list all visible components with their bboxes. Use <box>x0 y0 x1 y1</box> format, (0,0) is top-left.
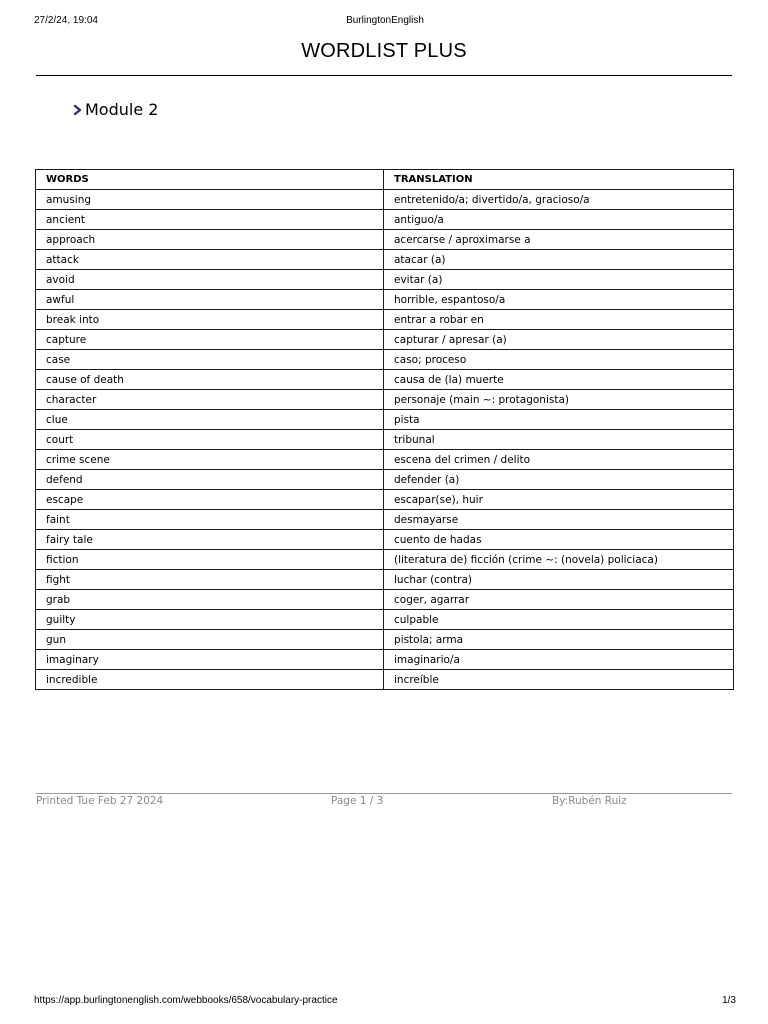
translation-cell: increíble <box>384 670 734 690</box>
translation-cell: evitar (a) <box>384 270 734 290</box>
word-cell: incredible <box>36 670 384 690</box>
title-divider <box>36 75 732 76</box>
translation-cell: personaje (main ~: protagonista) <box>384 390 734 410</box>
page-title: WORDLIST PLUS <box>301 40 467 62</box>
word-cell: guilty <box>36 610 384 630</box>
word-cell: approach <box>36 230 384 250</box>
table-row <box>36 610 734 630</box>
word-cell: fight <box>36 570 384 590</box>
word-cell: escape <box>36 490 384 510</box>
table-row <box>36 350 734 370</box>
word-cell: attack <box>36 250 384 270</box>
translation-cell: capturar / apresar (a) <box>384 330 734 350</box>
print-page-count: 1/3 <box>722 995 736 1006</box>
word-cell: awful <box>36 290 384 310</box>
table-row <box>36 270 734 290</box>
table-row <box>36 310 734 330</box>
table-body <box>36 190 734 690</box>
word-cell: fairy tale <box>36 530 384 550</box>
translation-cell: antiguo/a <box>384 210 734 230</box>
table-row <box>36 530 734 550</box>
word-cell: amusing <box>36 190 384 210</box>
translation-cell: pistola; arma <box>384 630 734 650</box>
translation-cell: escapar(se), huir <box>384 490 734 510</box>
table-header-row <box>36 170 734 190</box>
translation-cell: caso; proceso <box>384 350 734 370</box>
table-row <box>36 250 734 270</box>
word-cell: case <box>36 350 384 370</box>
word-cell: ancient <box>36 210 384 230</box>
word-cell: fiction <box>36 550 384 570</box>
print-datetime: 27/2/24, 19:04 <box>34 15 98 26</box>
translation-cell: entretenido/a; divertido/a, gracioso/a <box>384 190 734 210</box>
table-row <box>36 390 734 410</box>
print-footer <box>34 995 736 1009</box>
footer-divider <box>36 793 732 794</box>
print-header <box>34 15 736 29</box>
translation-cell: entrar a robar en <box>384 310 734 330</box>
translation-cell: tribunal <box>384 430 734 450</box>
module-label: Module 2 <box>85 100 159 119</box>
word-cell: court <box>36 430 384 450</box>
translation-cell: atacar (a) <box>384 250 734 270</box>
translation-cell: (literatura de) ficción (crime ~: (novela) policiaca) <box>384 550 734 570</box>
word-cell: grab <box>36 590 384 610</box>
table-row <box>36 290 734 310</box>
word-cell: gun <box>36 630 384 650</box>
column-header-translation: TRANSLATION <box>384 170 734 190</box>
print-site-name: BurlingtonEnglish <box>346 15 424 26</box>
translation-cell: pista <box>384 410 734 430</box>
translation-cell: defender (a) <box>384 470 734 490</box>
table-row <box>36 470 734 490</box>
translation-cell: culpable <box>384 610 734 630</box>
word-cell: avoid <box>36 270 384 290</box>
page-footer <box>36 795 732 809</box>
table-row <box>36 670 734 690</box>
table-row <box>36 510 734 530</box>
word-cell: character <box>36 390 384 410</box>
table-row <box>36 450 734 470</box>
translation-cell: desmayarse <box>384 510 734 530</box>
translation-cell: causa de (la) muerte <box>384 370 734 390</box>
word-cell: crime scene <box>36 450 384 470</box>
word-cell: imaginary <box>36 650 384 670</box>
translation-cell: escena del crimen / delito <box>384 450 734 470</box>
author-credit: By:Rubén Ruiz <box>552 795 627 807</box>
translation-cell: acercarse / aproximarse a <box>384 230 734 250</box>
table-row <box>36 650 734 670</box>
translation-cell: imaginario/a <box>384 650 734 670</box>
chevron-right-icon <box>72 102 84 118</box>
translation-cell: coger, agarrar <box>384 590 734 610</box>
word-cell: cause of death <box>36 370 384 390</box>
translation-cell: luchar (contra) <box>384 570 734 590</box>
word-cell: break into <box>36 310 384 330</box>
table-row <box>36 410 734 430</box>
page-indicator: Page 1 / 3 <box>331 795 384 807</box>
column-header-words: WORDS <box>36 170 384 190</box>
table-row <box>36 230 734 250</box>
module-heading <box>72 100 158 119</box>
table-row <box>36 550 734 570</box>
translation-cell: cuento de hadas <box>384 530 734 550</box>
wordlist-table <box>35 169 734 690</box>
word-cell: faint <box>36 510 384 530</box>
table-row <box>36 590 734 610</box>
table-row <box>36 430 734 450</box>
printed-date: Printed Tue Feb 27 2024 <box>36 795 164 807</box>
table-row <box>36 370 734 390</box>
table-row <box>36 210 734 230</box>
print-url: https://app.burlingtonenglish.com/webbooks/658/vocabulary-practice <box>34 995 338 1006</box>
table-row <box>36 330 734 350</box>
table-row <box>36 570 734 590</box>
word-cell: clue <box>36 410 384 430</box>
word-cell: capture <box>36 330 384 350</box>
table-row <box>36 190 734 210</box>
translation-cell: horrible, espantoso/a <box>384 290 734 310</box>
word-cell: defend <box>36 470 384 490</box>
table-row <box>36 490 734 510</box>
table-row <box>36 630 734 650</box>
